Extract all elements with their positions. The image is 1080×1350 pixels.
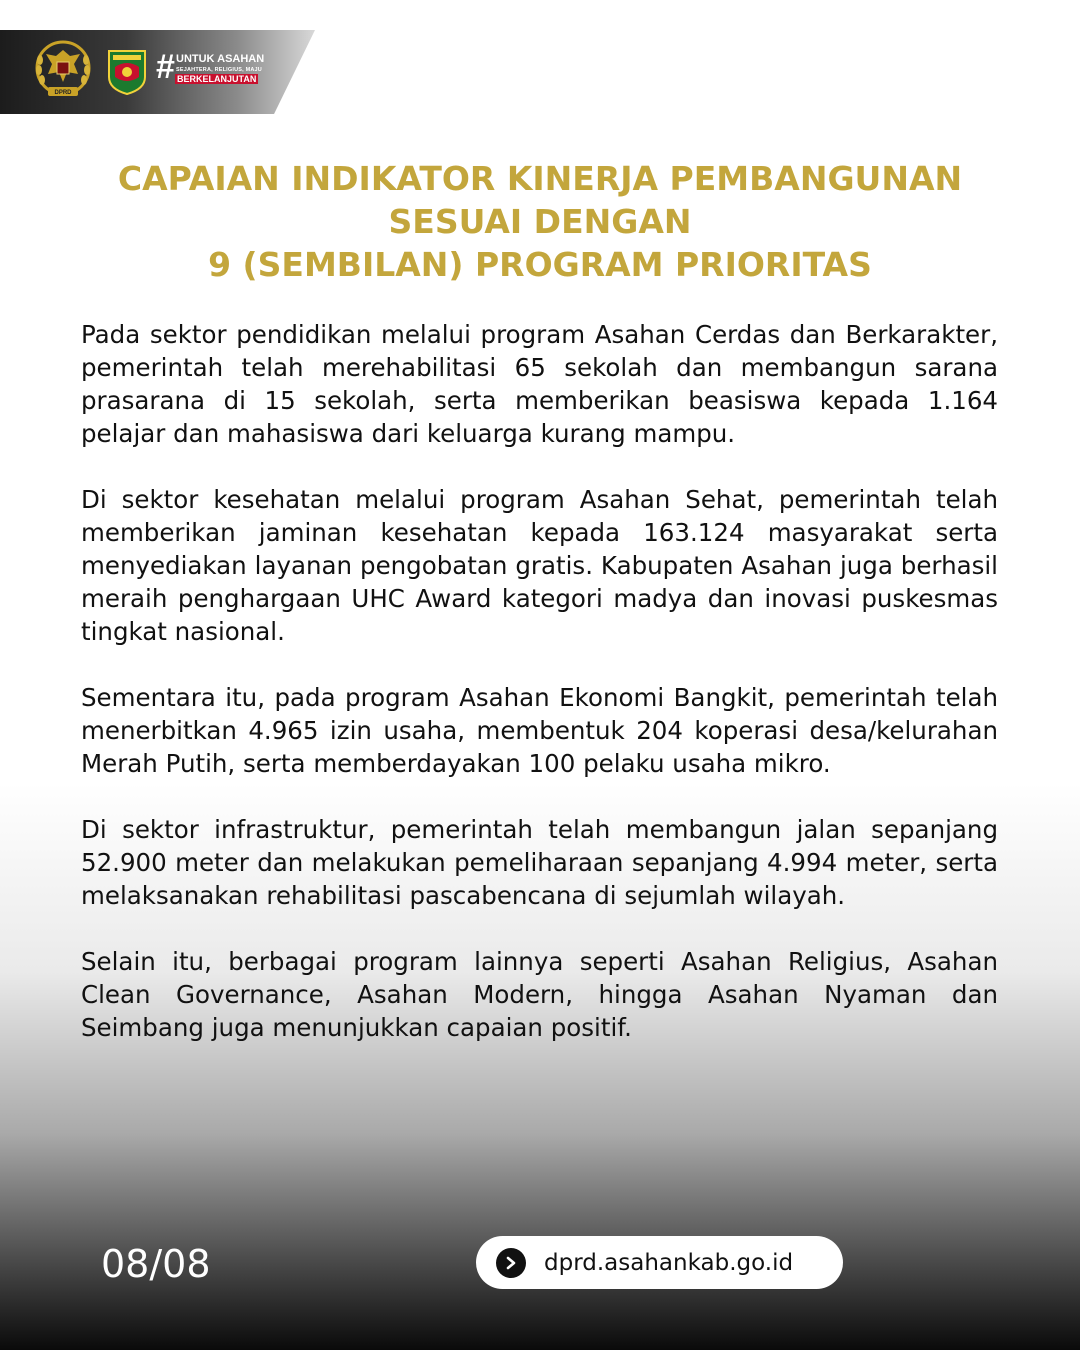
paragraph-infrastruktur: Di sektor infrastruktur, pemerintah telah membangun jalan sepanjang 52.900 meter dan melakukan pemeliharaan sepanjang 4.994 meter, serta melaksanakan rehabilitasi pascabencana di sejumlah wilayah.: [81, 815, 998, 910]
page-title: [60, 157, 1020, 286]
title-line1: CAPAIAN INDIKATOR KINERJA PEMBANGUNAN: [117, 159, 963, 198]
title-line3: 9 (SEMBILAN) PROGRAM PRIORITAS: [208, 245, 872, 284]
tagline-line3: BERKELANJUTAN: [177, 74, 257, 84]
paragraph-ekonomi: Sementara itu, pada program Asahan Ekonomi Bangkit, pemerintah telah menerbitkan 4.965 izin usaha, membentuk 204 koperasi desa/kelurahan Merah Putih, serta memberdayakan 100 pelaku usaha mikro.: [81, 683, 998, 778]
website-link[interactable]: [476, 1236, 843, 1289]
paragraph-kesehatan: Di sektor kesehatan melalui program Asahan Sehat, pemerintah telah memberikan jaminan kesehatan kepada 163.124 masyarakat serta menyediakan layanan pengobatan gratis. Kabupaten Asahan juga berhasil meraih penghargaan UHC Award kategori madya dan inovasi puskesmas tingkat nasional.: [81, 485, 998, 646]
asahan-crest-logo: [107, 47, 147, 95]
tagline-line2: SEJAHTERA, RELIGIUS, MAJU: [176, 67, 262, 73]
title-line2: SESUAI DENGAN: [388, 202, 692, 241]
emblem-text: DPRD: [54, 90, 72, 96]
page-number: 08/08: [101, 1242, 211, 1286]
dprd-emblem-logo: [34, 40, 92, 102]
paragraph-pendidikan: Pada sektor pendidikan melalui program Asahan Cerdas dan Berkarakter, pemerintah telah merehabilitasi 65 sekolah dan membangun sarana prasarana di 15 sekolah, serta memberikan beasiswa kepada 1.164 pelajar dan mahasiswa dari keluarga kurang mampu.: [81, 320, 998, 448]
website-url: dprd.asahankab.go.id: [544, 1249, 794, 1276]
chevron-right-icon: [496, 1248, 526, 1278]
tagline-line1: UNTUK ASAHAN: [176, 53, 265, 65]
hash-icon: #: [156, 48, 175, 86]
paragraph-lainnya: Selain itu, berbagai program lainnya seperti Asahan Religius, Asahan Clean Governance, Asahan Modern, hingga Asahan Nyaman dan Seimbang juga menunjukkan capaian positif.: [81, 947, 998, 1042]
body-content: [81, 318, 998, 1077]
